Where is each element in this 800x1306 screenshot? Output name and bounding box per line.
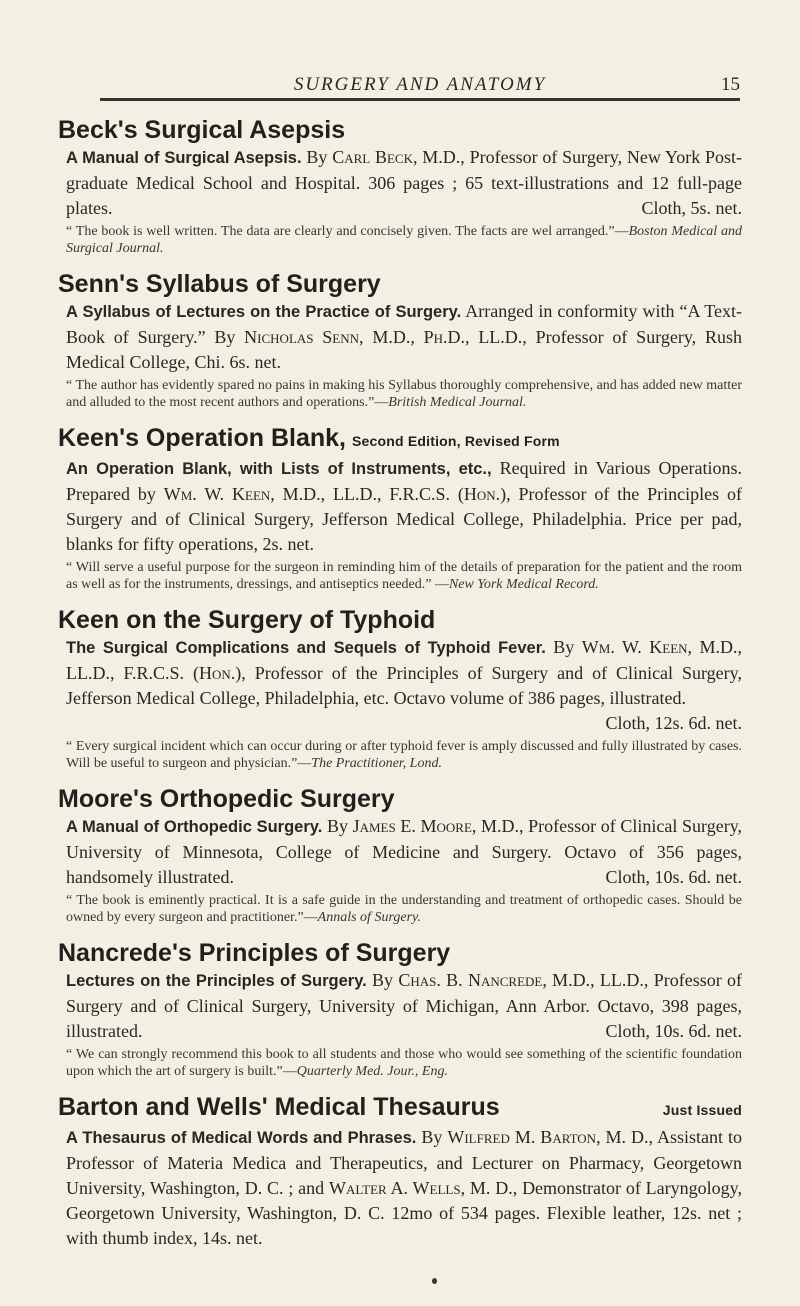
book-author: Wm. W. Keen, M.D., LL.D., F.R.C.S. (Hon.), [66,637,743,683]
book-entry [58,269,742,411]
book-entry [58,605,742,772]
book-entries [58,115,742,1263]
book-subtitle: A Syllabus of Lectures on the Practice of Surgery. [66,303,462,321]
description-text: Professor of the Principles of Surgery and of Clinical Surgery, Jefferson Medical College, Philadelphia. Price per pad, blanks for fifty operations, 2s. net. [66,484,742,554]
quote-source: British Medical Journal. [388,395,527,410]
header-rule [100,98,740,101]
description-text: Professor of Clinical Surgery, University of Minnesota, College of Medicine and Surgery. Octavo of 356 pages, handsomely illustrated. [66,816,743,887]
book-author: Wilfred M. Barton, M. D., [447,1127,654,1147]
book-title: Nancrede's Principles of Surgery [58,939,451,967]
status-tag: Just Issued [662,1102,742,1118]
book-title [58,1092,742,1125]
description-text: By [553,637,575,657]
book-description [66,1125,742,1251]
book-description [66,814,742,890]
description-text: Arranged in conformity with “A Text-Book of Surgery.” By [66,301,743,347]
description-text: Professor of Surgery, New York Post-graduate Medical School and Hospital. 306 pages ; 65 text-illustrations and 12 full-page plates. [66,147,743,218]
description-text: Professor of Surgery, Rush Medical College, Chi. 6s. net. [66,327,742,372]
quote-source: Boston Medical and Surgical Journal. [66,224,742,256]
book-description [66,299,742,375]
book-subtitle: An Operation Blank, with Lists of Instruments, etc., [66,460,492,478]
quote-source: Quarterly Med. Jour., Eng. [296,1064,448,1079]
quote-text: “ Every surgical incident which can occur during or after typhoid fever is amply discussed and fully illustrated by cases. Will be useful to surgeon and physician.”— [66,739,742,771]
book-author: James E. Moore, M.D., [352,816,524,836]
book-title: Senn's Syllabus of Surgery [58,270,381,298]
book-entry [58,938,742,1080]
book-author: Carl Beck, M.D., [332,147,465,167]
book-subtitle: Lectures on the Principles of Surgery. [66,972,367,990]
book-title: Moore's Orthopedic Surgery [58,785,395,813]
description-text: By [372,970,394,990]
quote-text: “ The author has evidently spared no pains in making his Syllabus thoroughly comprehensive, and has added new matter and alluded to the most recent authors and operations.”— [66,378,742,410]
book-price: Cloth, 10s. 6d. net. [605,867,742,887]
book-description [66,456,742,557]
book-author: Chas. B. Nancrede, M.D., LL.D., [398,970,649,990]
description-text: Assistant to Professor of Materia Medica and Therapeutics, and Lecturer on Pharmacy, Georgetown University, Washington, D. C. ; and [66,1127,742,1198]
book-description [66,145,742,221]
book-subtitle: The Surgical Complications and Sequels of Typhoid Fever. [66,639,546,657]
review-quote [66,1046,742,1080]
description-text: Professor of the Principles of Surgery and of Clinical Surgery, Jefferson Medical College, Philadelphia, etc. Octavo volume of 386 pages, illustrated. [66,663,743,708]
book-title-text: Keen's Operation Blank, [58,424,346,452]
book-subtitle: A Manual of Surgical Asepsis. [66,149,302,167]
page-number: 15 [721,74,740,95]
description-text: Required in Various Operations. Prepared by [66,458,742,504]
book-price: Cloth, 12s. 6d. net. [605,713,742,733]
book-title [58,423,742,456]
description-text: Demonstrator of Laryngology, Georgetown University, Washington, D. C. 12mo of 534 pages. Flexible leather, 12s. net ; with thumb index, 14s. net. [66,1178,742,1248]
book-title: Keen on the Surgery of Typhoid [58,606,436,634]
review-quote [66,377,742,411]
book-author: Walter A. Wells, M. D., [329,1178,518,1198]
book-price: Cloth, 10s. 6d. net. [605,1021,742,1041]
book-entry [58,115,742,257]
book-title: Beck's Surgical Asepsis [58,116,346,144]
review-quote [66,559,742,593]
review-quote [66,223,742,257]
book-title-text: Barton and Wells' Medical Thesaurus [58,1093,500,1121]
page-dot [432,1278,437,1284]
quote-text: “ The book is well written. The data are clearly and concisely given. The facts are wel arranged.”— [66,224,629,239]
quote-source: The Practitioner, Lond. [311,756,442,771]
book-entry [58,1092,742,1251]
description-text: By [306,147,328,167]
edition-tag: Second Edition, Revised Form [351,433,560,449]
book-entry [58,423,742,593]
book-entry [58,784,742,926]
book-price: Cloth, 5s. net. [641,198,742,218]
book-subtitle: A Manual of Orthopedic Surgery. [66,818,323,836]
book-subtitle: A Thesaurus of Medical Words and Phrases. [66,1129,417,1147]
quote-source: New York Medical Record. [448,577,599,592]
book-description [66,968,742,1044]
running-head: SURGERY AND ANATOMY [293,74,547,95]
quote-text: “ Will serve a useful purpose for the surgeon in reminding him of the details of preparation for the patient and the room as well as for the instruments, dressings, and antiseptics needed.” — [66,560,742,592]
review-quote [66,892,742,926]
page-header [100,64,740,98]
book-author: Nicholas Senn, M.D., Ph.D., LL.D., [244,327,527,347]
book-author: Wm. W. Keen, M.D., LL.D., F.R.C.S. (Hon.), [163,484,511,504]
description-text: By [421,1127,443,1147]
review-quote [66,738,742,772]
quote-text: “ We can strongly recommend this book to all students and those who would see something of the scientific foundation upon which the art of surgery is built.”— [66,1047,742,1079]
description-text: By [326,816,348,836]
book-description [66,635,742,736]
description-text: Professor of Surgery and of Clinical Surgery, University of Michigan, Ann Arbor. Octavo, 398 pages, illustrated. [66,970,742,1041]
quote-source: Annals of Surgery. [317,910,421,925]
quote-text: “ The book is eminently practical. It is a safe guide in the understanding and treatment of orthopedic cases. Should be owned by every surgeon and practitioner.”— [66,893,742,925]
